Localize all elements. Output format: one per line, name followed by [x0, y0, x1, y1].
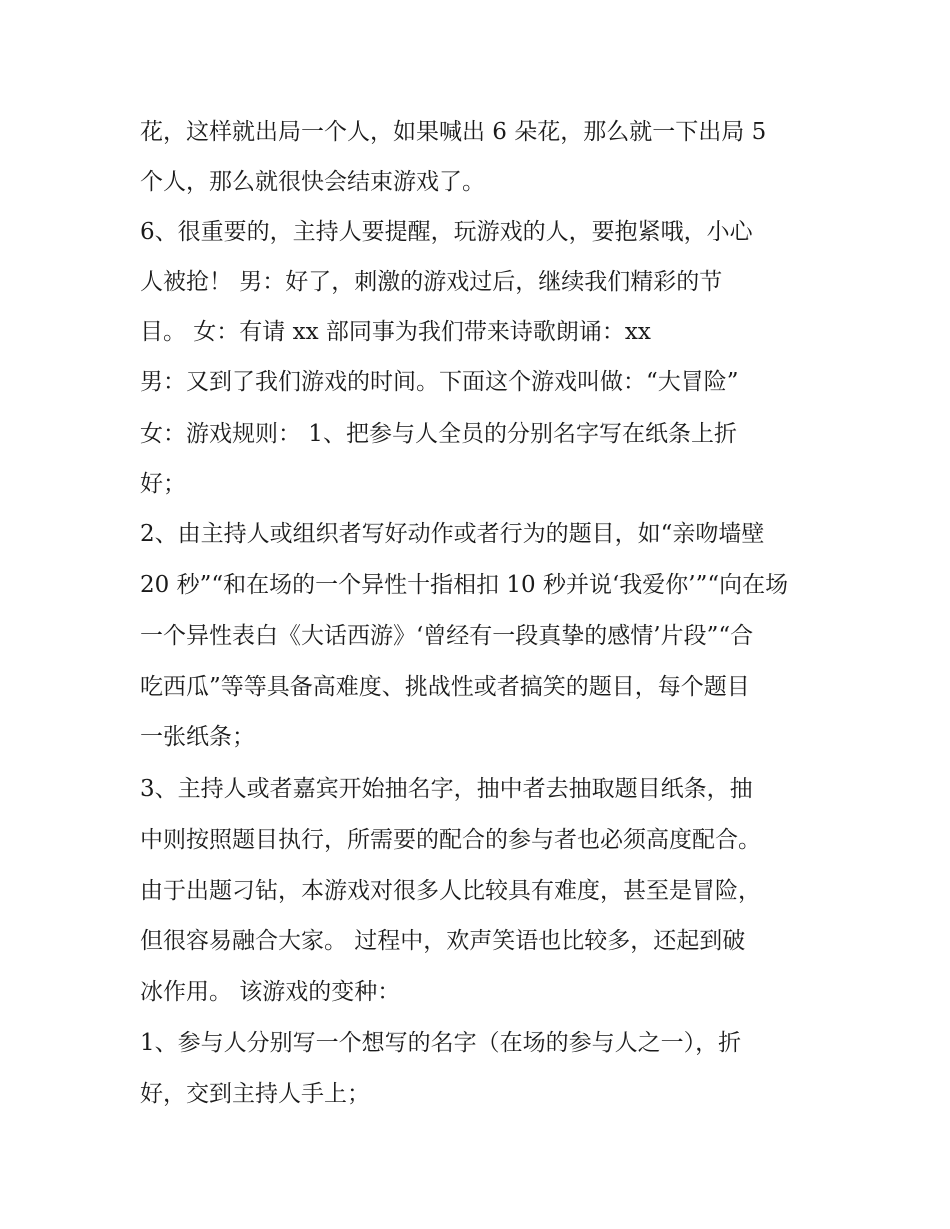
text-line: 3、主持人或者嘉宾开始抽名字，抽中者去抽取题目纸条，抽	[140, 776, 753, 802]
text-line: 但很容易融合大家。 过程中，欢声笑语也比较多，还起到破	[140, 928, 746, 954]
text-line: 吃西瓜”等等具备高难度、挑战性或者搞笑的题目，每个题目	[140, 674, 750, 700]
text-line: 好；	[140, 471, 186, 497]
text-line: 花，这样就出局一个人，如果喊出 6 朵花，那么就一下出局 5	[140, 119, 767, 145]
text-line: 由于出题刁钻，本游戏对很多人比较具有难度，甚至是冒险，	[140, 878, 761, 904]
text-line: 中则按照题目执行，所需要的配合的参与者也必须高度配合。	[140, 827, 761, 853]
text-line: 一张纸条；	[140, 724, 255, 750]
text-line: 人被抢！ 男：好了，刺激的游戏过后，继续我们精彩的节	[140, 269, 723, 295]
text-line: 个人，那么就很快会结束游戏了。	[140, 169, 485, 195]
text-line: 目。 女：有请 xx 部同事为我们带来诗歌朗诵：xx	[140, 319, 651, 345]
text-line: 2、由主持人或组织者写好动作或者行为的题目，如“亲吻墙壁	[140, 521, 765, 547]
text-line: 冰作用。 该游戏的变种：	[140, 979, 401, 1005]
text-line: 一个异性表白《大话西游》‘曾经有一段真挚的感情’片段”“合	[140, 623, 754, 649]
text-line: 6、很重要的，主持人要提醒，玩游戏的人，要抱紧哦，小心	[140, 219, 753, 245]
text-line: 男：又到了我们游戏的时间。下面这个游戏叫做：“大冒险”	[140, 369, 739, 395]
text-line: 女：游戏规则： 1、把参与人全员的分别名字写在纸条上折	[140, 421, 737, 447]
text-line: 20 秒”“和在场的一个异性十指相扣 10 秒并说‘我爱你’”“向在场	[140, 572, 789, 598]
text-line: 好，交到主持人手上；	[140, 1081, 370, 1107]
text-line: 1、参与人分别写一个想写的名字（在场的参与人之一），折	[140, 1030, 742, 1056]
